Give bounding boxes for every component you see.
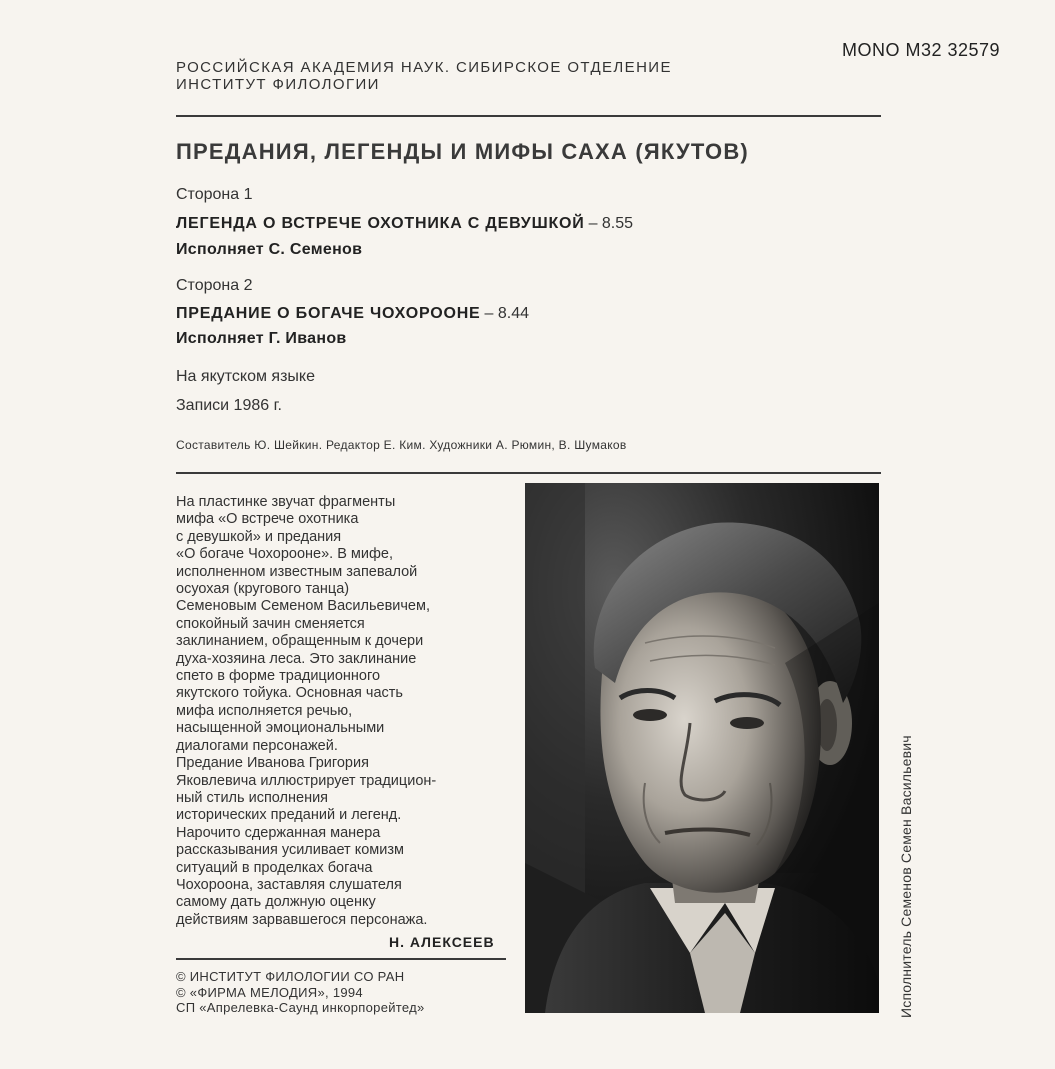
portrait-illustration	[525, 483, 879, 1013]
album-title: ПРЕДАНИЯ, ЛЕГЕНДЫ И МИФЫ САХА (ЯКУТОВ)	[176, 139, 749, 164]
side-2-track-title: ПРЕДАНИЕ О БОГАЧЕ ЧОХОРООНЕ	[176, 305, 481, 322]
divider-annotation	[176, 958, 506, 960]
language-note: На якутском языке	[176, 368, 315, 385]
org-line-institute: ИНСТИТУТ ФИЛОЛОГИИ	[176, 76, 380, 93]
side-2-duration: – 8.44	[484, 305, 530, 322]
credits-line: Составитель Ю. Шейкин. Редактор Е. Ким. Художники А. Рюмин, В. Шумаков	[176, 438, 627, 452]
side-2-label: Сторона 2	[176, 277, 253, 294]
side-2-track	[176, 305, 529, 323]
org-line-academy: РОССИЙСКАЯ АКАДЕМИЯ НАУК. СИБИРСКОЕ ОТДЕЛЕНИЕ	[176, 59, 672, 76]
divider-middle	[176, 472, 881, 474]
recording-year: Записи 1986 г.	[176, 397, 282, 414]
performer-photo	[525, 483, 879, 1013]
side-1-track-title: ЛЕГЕНДА О ВСТРЕЧЕ ОХОТНИКА С ДЕВУШКОЙ	[176, 215, 585, 232]
side-2-performer: Исполняет Г. Иванов	[176, 330, 347, 347]
annotation-author: Н. АЛЕКСЕЕВ	[389, 934, 495, 950]
annotation-text: На пластинке звучат фрагменты мифа «О встрече охотника с девушкой» и предания «О богаче Чохорооне». В мифе, исполненном известным запевалой осуохая (кругового танца) Семеновым Семеном Васильевичем, спокойный зачин сменяется заклинанием, обращенным к дочери духа-хозяина леса. Это заклинание спето в форме традиционного якутского тойука. Основная часть мифа исполняется речью, насыщенной эмоциональными диалогами персонажей. Предание Иванова Григория Яковлевича иллюстрирует традицион- ный стиль исполнения исторических преданий и легенд. Нарочито сдержанная манера рассказывания усиливает комизм ситуаций в проделках богача Чохороона, заставляя слушателя самому дать должную оценку действиям зарвавшегося персонажа.	[176, 494, 437, 928]
divider-top	[176, 115, 881, 117]
side-1-performer: Исполняет С. Семенов	[176, 241, 363, 258]
side-1-label: Сторона 1	[176, 186, 253, 203]
copyright-block: © ИНСТИТУТ ФИЛОЛОГИИ СО РАН © «ФИРМА МЕЛОДИЯ», 1994 СП «Апрелевка-Саунд инкорпорейтед»	[176, 969, 425, 1015]
catalog-number: MONO M32 32579	[842, 40, 1001, 60]
side-1-track	[176, 215, 633, 233]
side-1-duration: – 8.55	[588, 215, 634, 232]
photo-caption: Исполнитель Семенов Семен Васильевич	[898, 735, 914, 1018]
